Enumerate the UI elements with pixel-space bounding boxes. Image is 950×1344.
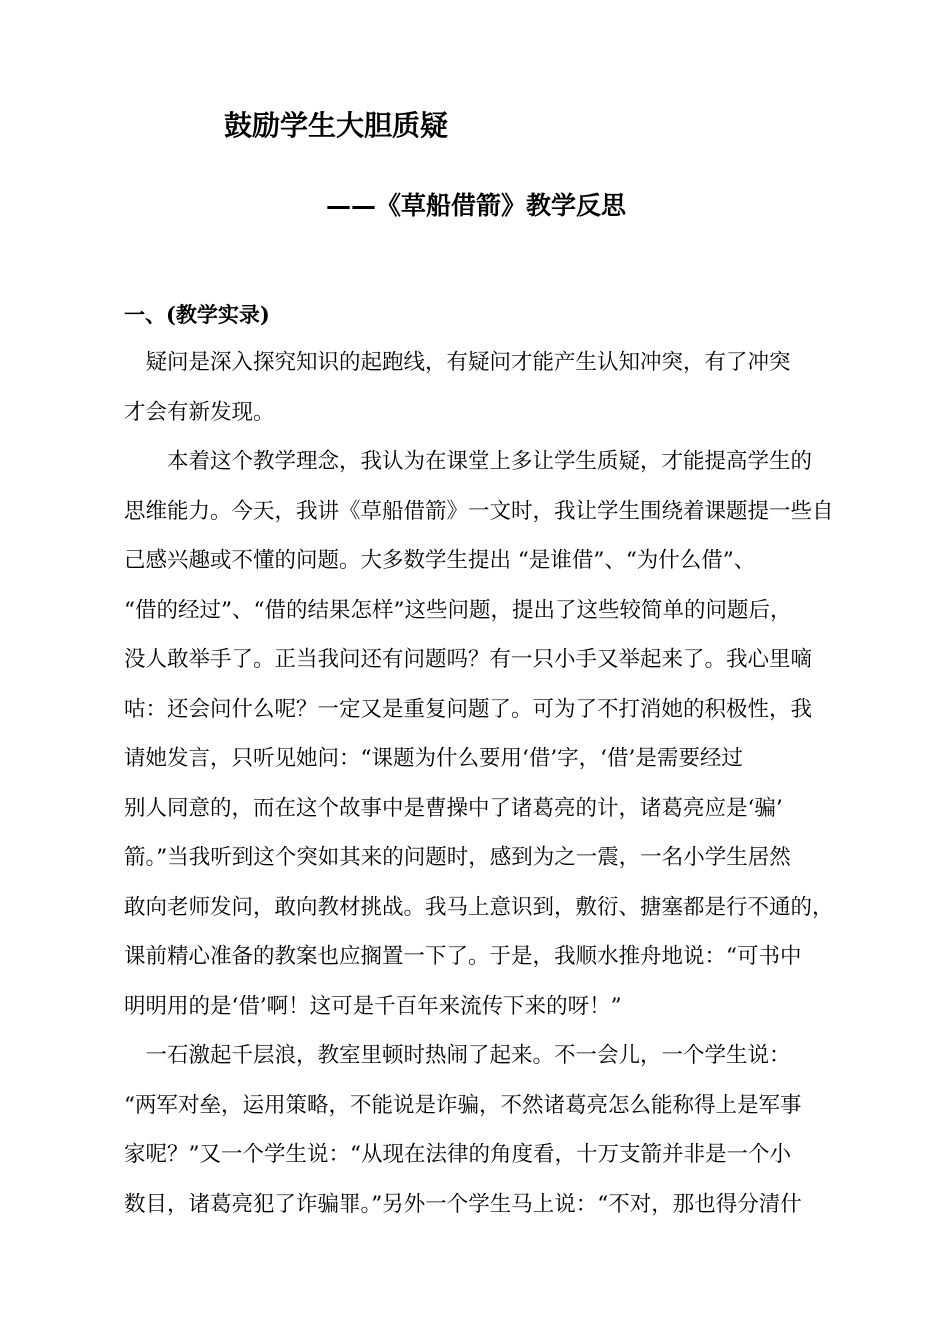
body-text — [124, 338, 836, 1229]
text-line: 明明用的是‘借’啊！这可是千百年来流传下来的呀！” — [124, 993, 622, 1019]
section-heading: 一、(教学实录) — [124, 302, 270, 327]
text-line: 家呢？”又一个学生说：“从现在法律的角度看，十万支箭并非是一个小 — [124, 1142, 791, 1167]
text-line: 请她发言，只听见她问：“课题为什么要用‘借’字，‘借’是需要经过 — [124, 746, 743, 771]
text-line: 敢向老师发问，敢向教材挑战。我马上意识到，敷衍、搪塞都是行不通的， — [124, 894, 834, 920]
text-line: 数目，诸葛亮犯了诈骗罪。”另外一个学生马上说：“不对，那也得分清什 — [124, 1191, 802, 1217]
text-line: 别人同意的，而在这个故事中是曹操中了诸葛亮的计，诸葛亮应是‘骗’ — [124, 795, 783, 821]
document-title: 鼓励学生大胆质疑 — [224, 109, 449, 142]
text-line: 一石激起千层浪，教室里顿时热闹了起来。不一会儿，一个学生说： — [124, 1043, 791, 1068]
text-line: “借的经过”、“借的结果怎样”这些问题，提出了这些较简单的问题后， — [124, 597, 792, 623]
text-line: 没人敢举手了。正当我问还有问题吗？有一只小手又举起来了。我心里嘀 — [124, 647, 813, 672]
text-line: 箭。”当我听到这个突如其来的问题时，感到为之一震，一名小学生居然 — [124, 845, 791, 870]
text-line: 己感兴趣或不懂的问题。大多数学生提出 “是谁借”、“为什么借”、 — [124, 548, 756, 573]
text-line: 思维能力。今天，我讲《草船借箭》一文时，我让学生围绕着课题提一些自 — [124, 498, 834, 524]
text-line: 疑问是深入探究知识的起跑线，有疑问才能产生认知冲突，有了冲突 — [124, 350, 791, 375]
text-line: 咕：还会问什么呢？一定又是重复问题了。可为了不打消她的积极性，我 — [124, 696, 813, 722]
text-line: 才会有新发现。 — [124, 399, 275, 425]
text-line: 课前精心准备的教案也应搁置一下了。于是，我顺水推舟地说：“可书中 — [124, 944, 802, 969]
text-line: 本着这个教学理念，我认为在课堂上多让学生质疑，才能提高学生的 — [124, 449, 813, 474]
document-subtitle: ——《草船借箭》教学反思 — [326, 191, 627, 220]
text-line: “两军对垒，运用策略，不能说是诈骗，不然诸葛亮怎么能称得上是军事 — [124, 1092, 802, 1118]
